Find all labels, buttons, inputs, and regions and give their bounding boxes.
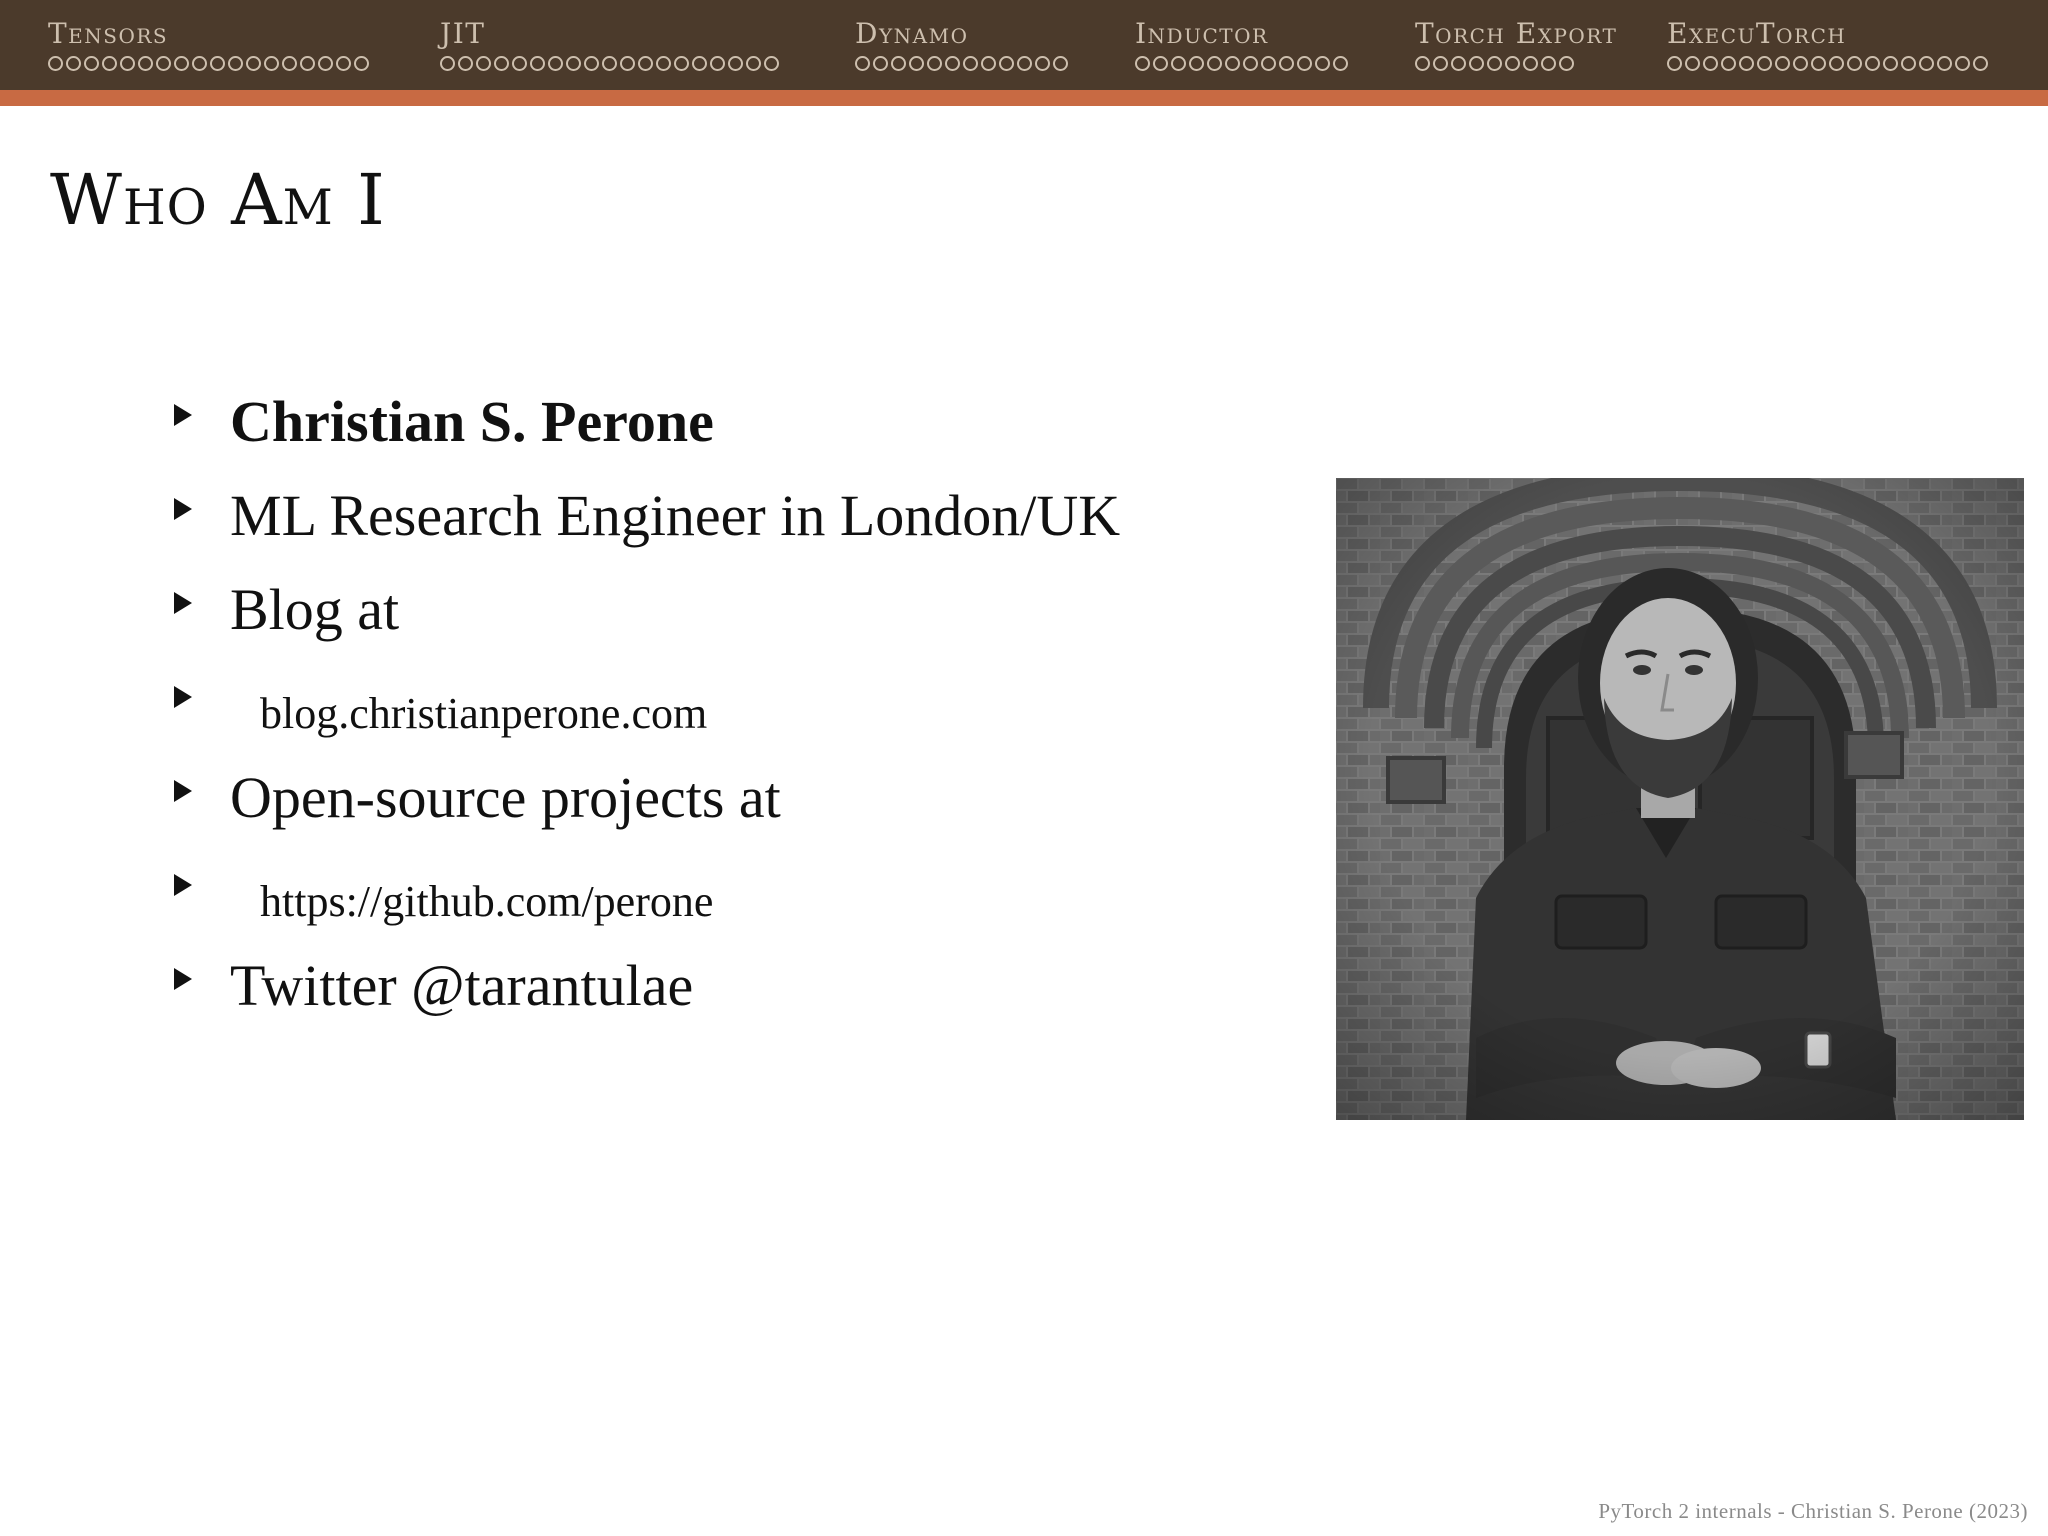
github-link[interactable]: https://github.com/perone (260, 877, 714, 926)
nav-slide-dot[interactable] (1017, 56, 1032, 71)
nav-slide-dot[interactable] (1153, 56, 1168, 71)
bullet-text: Twitter @tarantulae (230, 953, 694, 1018)
nav-slide-dot[interactable] (66, 56, 81, 71)
nav-slide-dot[interactable] (1919, 56, 1934, 71)
bullet-text: ML Research Engineer in London/UK (230, 483, 1121, 548)
nav-slide-dot[interactable] (1297, 56, 1312, 71)
nav-slide-dot[interactable] (548, 56, 563, 71)
nav-slide-dot[interactable] (1243, 56, 1258, 71)
nav-slide-dot[interactable] (300, 56, 315, 71)
nav-slide-dot[interactable] (246, 56, 261, 71)
blog-link[interactable]: blog.christianperone.com (260, 689, 708, 738)
nav-slide-dot[interactable] (981, 56, 996, 71)
bullet-text: Blog at (230, 577, 400, 642)
slide-title: Who Am I (50, 159, 386, 241)
nav-slide-dot[interactable] (282, 56, 297, 71)
portrait-photo (1336, 478, 2024, 1120)
nav-slide-dot[interactable] (1523, 56, 1538, 71)
nav-slide-dot[interactable] (156, 56, 171, 71)
nav-section-jit[interactable] (440, 18, 779, 71)
nav-slide-dot[interactable] (963, 56, 978, 71)
nav-slide-dot[interactable] (927, 56, 942, 71)
nav-section-label[interactable]: Tensors (48, 17, 169, 50)
nav-slide-dot[interactable] (692, 56, 707, 71)
bullet-triangle-icon (174, 780, 192, 802)
nav-slide-dot[interactable] (728, 56, 743, 71)
nav-slide-dot[interactable] (192, 56, 207, 71)
section-nav-bar (0, 0, 2048, 90)
nav-section-label[interactable]: JIT (440, 17, 486, 50)
nav-slide-dot[interactable] (764, 56, 779, 71)
nav-slide-dot[interactable] (1451, 56, 1466, 71)
bullet-text: Christian S. Perone (230, 389, 714, 454)
nav-slide-dot[interactable] (1415, 56, 1430, 71)
nav-slide-dot[interactable] (746, 56, 761, 71)
nav-slide-dot[interactable] (138, 56, 153, 71)
nav-slide-dot[interactable] (945, 56, 960, 71)
nav-slide-dot[interactable] (656, 56, 671, 71)
nav-slide-dot[interactable] (440, 56, 455, 71)
nav-slide-dot[interactable] (1703, 56, 1718, 71)
nav-slide-dot[interactable] (909, 56, 924, 71)
nav-slide-dot[interactable] (1847, 56, 1862, 71)
portrait-photo-icon (1336, 478, 2024, 1120)
nav-slide-dot[interactable] (1955, 56, 1970, 71)
nav-slide-dot[interactable] (1541, 56, 1556, 71)
nav-slide-dot[interactable] (458, 56, 473, 71)
nav-section-tensors[interactable] (48, 18, 369, 71)
nav-slide-dot[interactable] (1053, 56, 1068, 71)
nav-slide-dot[interactable] (1207, 56, 1222, 71)
bullet-item-github-url (170, 850, 1170, 944)
nav-slide-dot[interactable] (620, 56, 635, 71)
nav-slide-dot[interactable] (1829, 56, 1844, 71)
nav-slide-dot[interactable] (1883, 56, 1898, 71)
bullet-item-name (170, 380, 1170, 474)
nav-slide-dot[interactable] (1035, 56, 1050, 71)
nav-slide-dot[interactable] (1189, 56, 1204, 71)
nav-progress-dots (1135, 56, 1348, 71)
nav-section-torch-export[interactable] (1415, 18, 1617, 71)
nav-slide-dot[interactable] (873, 56, 888, 71)
nav-section-label[interactable]: Torch Export (1415, 17, 1618, 50)
nav-slide-dot[interactable] (999, 56, 1014, 71)
bullet-triangle-icon (174, 968, 192, 990)
nav-slide-dot[interactable] (891, 56, 906, 71)
nav-slide-dot[interactable] (1333, 56, 1348, 71)
nav-slide-dot[interactable] (1757, 56, 1772, 71)
nav-section-label[interactable]: ExecuTorch (1667, 17, 1847, 50)
nav-slide-dot[interactable] (102, 56, 117, 71)
bullet-triangle-icon (174, 404, 192, 426)
nav-slide-dot[interactable] (1135, 56, 1150, 71)
nav-section-label[interactable]: Inductor (1135, 17, 1269, 50)
nav-slide-dot[interactable] (1487, 56, 1502, 71)
nav-progress-dots (440, 56, 779, 71)
nav-slide-dot[interactable] (1775, 56, 1790, 71)
nav-slide-dot[interactable] (476, 56, 491, 71)
nav-section-inductor[interactable] (1135, 18, 1348, 71)
nav-section-executorch[interactable] (1667, 18, 1988, 71)
nav-slide-dot[interactable] (602, 56, 617, 71)
bullet-text: Open-source projects at (230, 765, 781, 830)
nav-slide-dot[interactable] (855, 56, 870, 71)
bullet-triangle-icon (174, 592, 192, 614)
bullet-list (170, 380, 1170, 1038)
nav-slide-dot[interactable] (210, 56, 225, 71)
nav-slide-dot[interactable] (1865, 56, 1880, 71)
nav-slide-dot[interactable] (1973, 56, 1988, 71)
nav-slide-dot[interactable] (584, 56, 599, 71)
nav-slide-dot[interactable] (1171, 56, 1186, 71)
bullet-triangle-icon (174, 498, 192, 520)
nav-progress-dots (1667, 56, 1988, 71)
nav-slide-dot[interactable] (264, 56, 279, 71)
nav-slide-dot[interactable] (1261, 56, 1276, 71)
nav-slide-dot[interactable] (1505, 56, 1520, 71)
bullet-item-twitter (170, 944, 1170, 1038)
bullet-triangle-icon (174, 686, 192, 708)
nav-section-dynamo[interactable] (855, 18, 1068, 71)
bullet-triangle-icon (174, 874, 192, 896)
nav-slide-dot[interactable] (120, 56, 135, 71)
nav-section-label[interactable]: Dynamo (855, 17, 969, 50)
nav-slide-dot[interactable] (318, 56, 333, 71)
nav-slide-dot[interactable] (48, 56, 63, 71)
nav-slide-dot[interactable] (1901, 56, 1916, 71)
nav-slide-dot[interactable] (512, 56, 527, 71)
bullet-item-blog (170, 568, 1170, 662)
nav-slide-dot[interactable] (710, 56, 725, 71)
nav-slide-dot[interactable] (1433, 56, 1448, 71)
nav-slide-dot[interactable] (354, 56, 369, 71)
nav-slide-dot[interactable] (1811, 56, 1826, 71)
nav-slide-dot[interactable] (174, 56, 189, 71)
nav-slide-dot[interactable] (1559, 56, 1574, 71)
nav-slide-dot[interactable] (1793, 56, 1808, 71)
nav-slide-dot[interactable] (1685, 56, 1700, 71)
nav-slide-dot[interactable] (84, 56, 99, 71)
bullet-item-open-source (170, 756, 1170, 850)
nav-progress-dots (855, 56, 1068, 71)
nav-slide-dot[interactable] (1279, 56, 1294, 71)
bullet-item-blog-url (170, 662, 1170, 756)
nav-slide-dot[interactable] (530, 56, 545, 71)
nav-slide-dot[interactable] (566, 56, 581, 71)
nav-slide-dot[interactable] (1721, 56, 1736, 71)
nav-slide-dot[interactable] (638, 56, 653, 71)
nav-progress-dots (1415, 56, 1617, 71)
nav-slide-dot[interactable] (494, 56, 509, 71)
nav-progress-dots (48, 56, 369, 71)
nav-slide-dot[interactable] (1667, 56, 1682, 71)
nav-slide-dot[interactable] (1739, 56, 1754, 71)
nav-slide-dot[interactable] (1469, 56, 1484, 71)
nav-slide-dot[interactable] (228, 56, 243, 71)
nav-slide-dot[interactable] (1225, 56, 1240, 71)
nav-slide-dot[interactable] (336, 56, 351, 71)
nav-slide-dot[interactable] (674, 56, 689, 71)
slide-footer: PyTorch 2 internals - Christian S. Perone (2023) (1598, 1499, 2028, 1523)
bullet-item-role (170, 474, 1170, 568)
nav-slide-dot[interactable] (1315, 56, 1330, 71)
header-accent-stripe (0, 90, 2048, 106)
nav-slide-dot[interactable] (1937, 56, 1952, 71)
